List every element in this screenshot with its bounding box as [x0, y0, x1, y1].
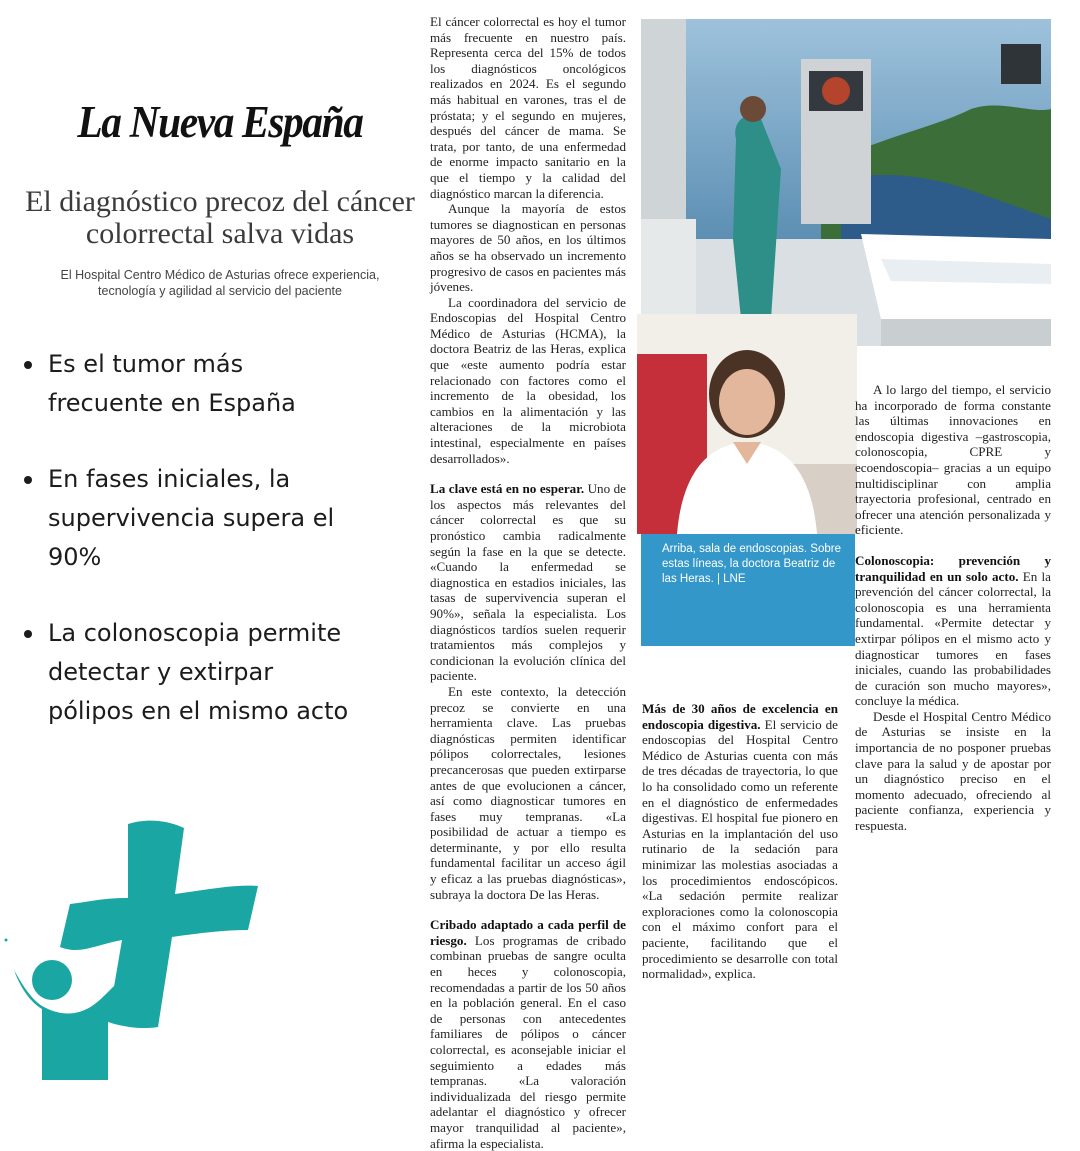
article-paragraph: Desde el Hospital Centro Médico de Asturias se insiste en la importancia de no posponer pruebas clave para la salud y de apostar por un diagnóstico preciso en el momento adecuado, ofreciendo al paciente confianza, experiencia y respuesta.	[855, 708, 1051, 834]
article-paragraph: La coordinadora del servicio de Endoscopias del Hospital Centro Médico de Asturias (HCMA), la doctora Beatriz de las Heras, explica que «este aumento podría estar relacionado con factores como el incremento de la obesidad, los cambios en la alimentación y las alteraciones de la microbiota intestinal, especialmente en países desarrollados».	[430, 294, 626, 466]
article-column-2	[642, 686, 838, 982]
article-paragraph: Aunque la mayoría de estos tumores se diagnostican en personas mayores de 50 años, en los últimos años se ha observado un incremento progresivo de casos en pacientes más jóvenes.	[430, 201, 626, 295]
article-section	[642, 701, 838, 982]
subheadline: El Hospital Centro Médico de Asturias ofrece experiencia, tecnología y agilidad al servicio del paciente	[60, 268, 380, 298]
article-column-1	[430, 14, 626, 1151]
list-item: La colonoscopia permite detectar y extirpar pólipos en el mismo acto	[22, 614, 352, 731]
section-heading: Colonoscopia: prevención y tranquilidad en un solo acto.	[855, 552, 1051, 584]
article-paragraph: A lo largo del tiempo, el servicio ha incorporado de forma constante las últimas innovaciones en endoscopia digestiva –gastroscopia, colonoscopia, CPRE y ecoendoscopia– gracias a un equipo multidisciplinar con amplia trayectoria profesional, centrado en ofrecer una atención personalizada y eficiente.	[855, 382, 1051, 538]
list-item: En fases iniciales, la supervivencia supera el 90%	[22, 460, 352, 577]
article-text: En la prevención del cáncer colorrectal, la colonoscopia es una herramienta fundamental. «Permite detectar y extirpar pólipos en el mismo acto y diagnosticar tumores en fases iniciales, cuando las probabilidades de curación son mucho mayores», concluye la médica.	[855, 568, 1051, 709]
article-paragraph: El cáncer colorrectal es hoy el tumor más frecuente en nuestro país. Representa cerca del 15% de todos los diagnósticos oncológicos realizados en 2024. Es el segundo más habitual en varones, tras el de próstata; y el segundo en mujeres, después del cáncer de mama. Se trata, por tanto, de una enfermedad de enorme impacto sanitario en la que el tiempo y la calidad del diagnóstico marcan la diferencia.	[430, 14, 626, 201]
article-paragraph: En este contexto, la detección precoz se convierte en una herramienta clave. Las pruebas diagnósticas permiten identificar pólipos colorrectales, lesiones precancerosas que pueden extirparse antes de que evolucionen a cáncer, así como diagnosticar tumores en fases muy tempranas. «La posibilidad de actuar a tiempo es determinante, y por ello resulta fundamental facilitar un acceso ágil y eficaz a las pruebas diagnósticas», subraya la doctora De las Heras.	[430, 683, 626, 902]
hospital-logo-icon	[0, 812, 260, 1080]
article-section	[430, 917, 626, 1151]
article-section	[430, 481, 626, 684]
doctor-portrait-photo	[637, 314, 857, 534]
section-heading: Cribado adaptado a cada perfil de riesgo.	[430, 917, 626, 948]
article-text: Los programas de cribado combinan pruebas de sangre oculta en heces y colonoscopia, recomendadas a partir de los 50 años en la población general. En el caso de personas con antecedentes familiares de pólipos o cáncer colorrectal, es aconsejable iniciar el seguimiento a edades más tempranas. «La valoración individualizada del riesgo permite adelantar el diagnóstico y ofrecer mayor tranquilidad al paciente», afirma la especialista.	[430, 932, 626, 1151]
photo-caption: Arriba, sala de endoscopias. Sobre estas líneas, la doctora Beatriz de las Heras. | LNE	[662, 543, 841, 585]
page-title: El diagnóstico precoz del cáncer colorrectal salva vidas	[25, 185, 415, 250]
list-item: Es el tumor más frecuente en España	[22, 345, 352, 423]
article-column-3	[855, 382, 1051, 834]
article-text: Uno de los aspectos más relevantes del cáncer colorrectal es que su pronóstico cambia radicalmente según la fase en la que se detecte. «Cuando la enfermedad se diagnostica en estadios iniciales, las tasas de supervivencia superan el 90%», señala la especialista. Los diagnósticos tardíos suelen requerir tratamientos más complejos y condicionan la evolución clínica del paciente.	[430, 481, 626, 684]
newspaper-masthead: La Nueva España	[77, 97, 363, 147]
section-heading: Más de 30 años de excelencia en endoscopia digestiva.	[642, 701, 838, 732]
article-section	[855, 553, 1051, 709]
key-points-list	[22, 345, 352, 768]
article-text: El servicio de endoscopias del Hospital Centro Médico de Asturias cuenta con más de tres décadas de trayectoria, lo que lo ha consolidado como un referente en el diagnóstico de enfermedades digestivas. El hospital fue pionero en Asturias en la implantación del uso rutinario de la sedación para minimizar las molestias asociadas a los procedimientos endoscópicos. «La sedación permite realizar exploraciones como la colonoscopia con el máximo confort para el paciente, facilitando que el procedimiento se desarrolle con total normalidad», explica.	[642, 716, 838, 982]
section-heading: La clave está en no esperar.	[430, 481, 585, 497]
endoscopy-room-photo	[641, 19, 1051, 346]
